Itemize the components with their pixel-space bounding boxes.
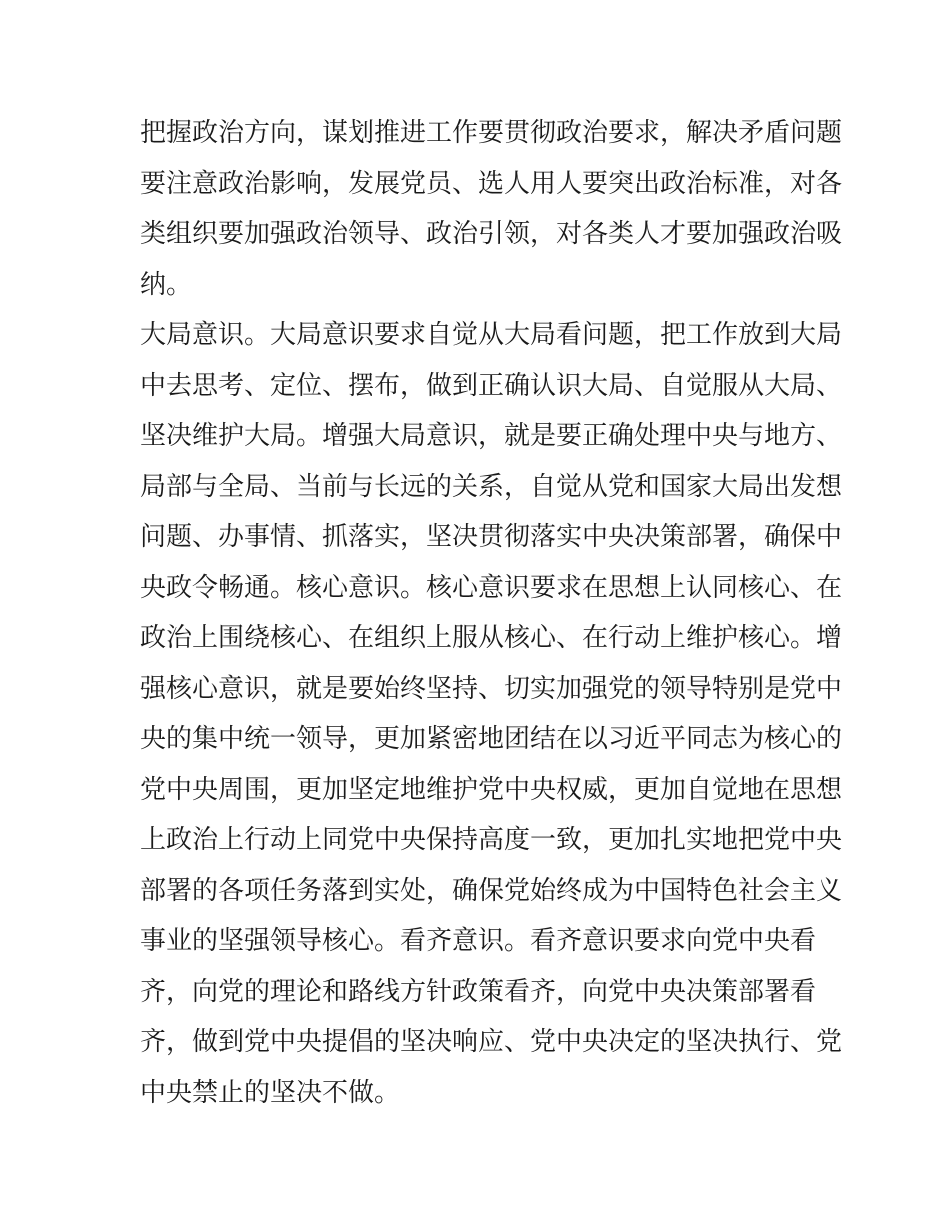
text-line: 要注意政治影响，发展党员、选人用人要突出政治标准，对各 [140,168,843,199]
body-text [140,108,843,1118]
text-line: 事业的坚强领导核心。看齐意识。看齐意识要求向党中央看 [140,926,817,956]
text-line: 纳。 [140,269,193,300]
text-line: 齐，向党的理论和路线方针政策看齐，向党中央决策部署看 [140,976,817,1007]
text-line: 强核心意识，就是要始终坚持、切实加强党的领导特别是党中 [140,673,843,704]
text-line: 央的集中统一领导，更加紧密地团结在以习近平同志为核心的 [140,724,843,754]
text-line: 大局意识。大局意识要求自觉从大局看问题，把工作放到大局 [140,320,843,350]
text-line: 政治上围绕核心、在组织上服从核心、在行动上维护核心。增 [140,623,843,653]
text-line: 部署的各项任务落到实处，确保党始终成为中国特色社会主义 [140,875,843,906]
text-line: 坚决维护大局。增强大局意识，就是要正确处理中央与地方、 [140,421,843,451]
text-line: 局部与全局、当前与长远的关系，自觉从党和国家大局出发想 [140,471,843,502]
text-line: 中央禁止的坚决不做。 [140,1077,401,1108]
text-line: 党中央周围，更加坚定地维护党中央权威，更加自觉地在思想 [140,774,843,805]
text-line: 齐，做到党中央提倡的坚决响应、党中央决定的坚决执行、党 [140,1027,843,1057]
text-line: 问题、办事情、抓落实，坚决贯彻落实中央决策部署，确保中 [140,522,843,552]
text-line: 中去思考、定位、摆布，做到正确认识大局、自觉服从大局、 [140,370,843,401]
text-line: 上政治上行动上同党中央保持高度一致，更加扎实地把党中央 [140,825,843,855]
text-line: 类组织要加强政治领导、政治引领，对各类人才要加强政治吸 [140,219,843,249]
text-line: 央政令畅通。核心意识。核心意识要求在思想上认同核心、在 [140,572,843,603]
text-line: 把握政治方向，谋划推进工作要贯彻政治要求，解决矛盾问题 [140,118,843,148]
